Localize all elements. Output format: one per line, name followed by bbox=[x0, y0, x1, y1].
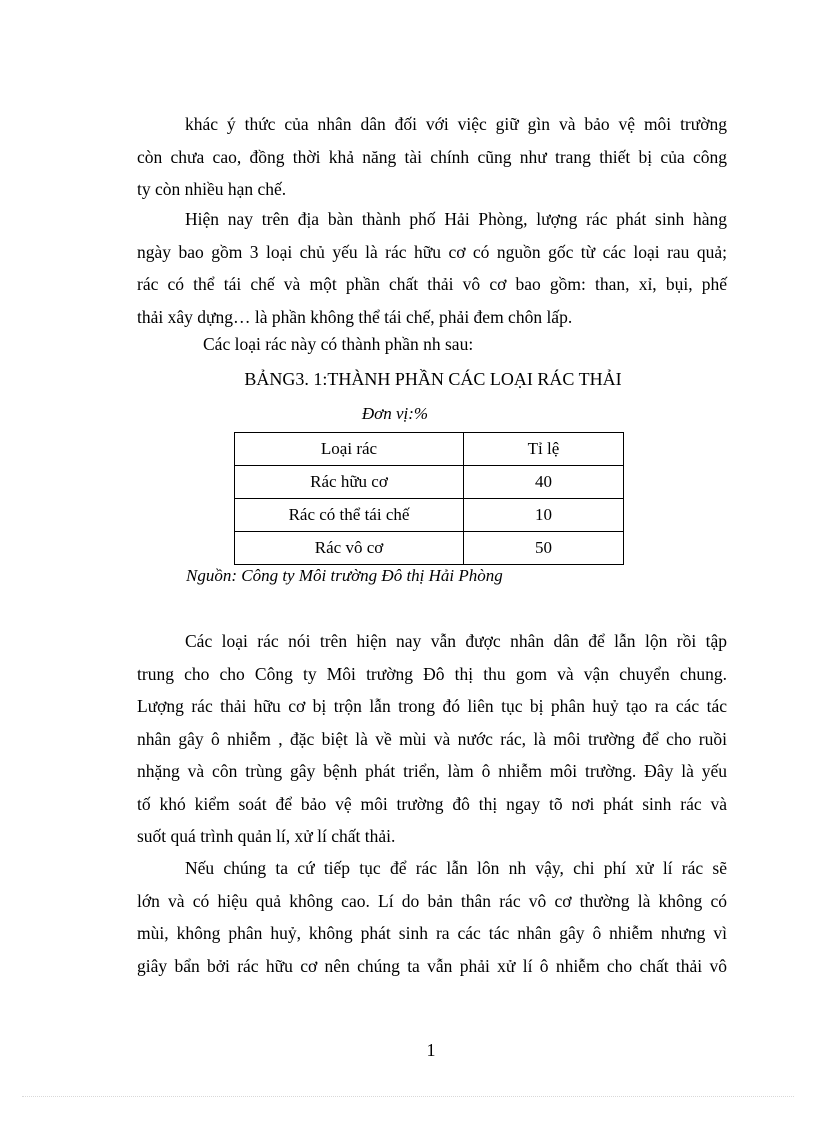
text-line: ty còn nhiều hạn chế. bbox=[137, 179, 287, 199]
table-header-cell: Loại rác bbox=[235, 433, 464, 466]
table-row bbox=[235, 532, 624, 565]
table-header-cell: Tỉ lệ bbox=[464, 433, 624, 466]
table-cell: 40 bbox=[464, 466, 624, 499]
table-cell: 50 bbox=[464, 532, 624, 565]
table-row bbox=[235, 499, 624, 532]
paragraph-4 bbox=[137, 852, 727, 982]
text-line: Nếu chúng ta cứ tiếp tục để rác lẫn lôn nh vậy, chi phí xử lí rác sẽ bbox=[185, 858, 727, 878]
text-line: Lượng rác thải hữu cơ bị trộn lẫn trong đó liên tục bị phân huỷ tạo ra các tác bbox=[137, 696, 727, 716]
paragraph-3 bbox=[137, 625, 727, 853]
page-number: 1 bbox=[426, 1040, 436, 1060]
table-intro-text: Các loại rác này có thành phần nh sau: bbox=[203, 334, 474, 354]
text-line: thải xây dựng… là phần không thể tái chế, phải đem chôn lấp. bbox=[137, 306, 573, 327]
waste-composition-table bbox=[234, 432, 624, 565]
table-cell: Rác có thể tái chế bbox=[235, 499, 464, 532]
table-caption: BẢNG3. 1:THÀNH PHẦN CÁC LOẠI RÁC THẢI bbox=[244, 369, 622, 389]
text-line: nhặng và côn trùng gây bệnh phát triển, làm ô nhiễm môi trường. Đây là yếu bbox=[137, 761, 727, 781]
text-line: suốt quá trình quản lí, xử lí chất thải. bbox=[137, 826, 396, 846]
text-line: lớn và có hiệu quả không cao. Lí do bản thân rác vô cơ thường là không có bbox=[137, 890, 727, 911]
table-unit: Đơn vị:% bbox=[361, 404, 429, 423]
table-source-note: Nguồn: Công ty Môi trường Đô thị Hải Phòng bbox=[186, 566, 503, 585]
text-line: khác ý thức của nhân dân đối với việc giữ gìn và bảo vệ môi trường bbox=[185, 114, 727, 134]
paragraph-2 bbox=[137, 203, 727, 333]
table-row bbox=[235, 466, 624, 499]
table-header-row bbox=[235, 433, 624, 466]
table-cell: Rác hữu cơ bbox=[235, 466, 464, 499]
text-line: tố khó kiểm soát để bảo vệ môi trường đô thị ngay tõ nơi phát sinh rác và bbox=[137, 793, 727, 814]
text-line: còn chưa cao, đồng thời khả năng tài chính cũng như trang thiết bị của công bbox=[137, 146, 727, 167]
text-line: rác có thể tái chế và một phần chất thải vô cơ bao gồm: than, xỉ, bụi, phế bbox=[137, 274, 727, 294]
table-cell: 10 bbox=[464, 499, 624, 532]
text-line: trung cho cho Công ty Môi trường Đô thị thu gom và vận chuyển chung. bbox=[137, 663, 727, 684]
text-line: giây bẩn bởi rác hữu cơ nên chúng ta vẫn phải xử lí ô nhiễm cho chất thải vô bbox=[137, 955, 727, 976]
text-line: ngày bao gồm 3 loại chủ yếu là rác hữu cơ có nguồn gốc từ các loại rau quả; bbox=[137, 241, 727, 262]
text-line: mùi, không phân huỷ, không phát sinh ra các tác nhân gây ô nhiễm nhưng vì bbox=[137, 923, 727, 943]
table-cell: Rác vô cơ bbox=[235, 532, 464, 565]
text-line: nhân gây ô nhiễm , đặc biệt là về mùi và nước rác, là môi trường để cho ruồi bbox=[137, 728, 727, 749]
page-bottom-divider bbox=[22, 1096, 794, 1097]
paragraph-1 bbox=[137, 108, 727, 206]
text-line: Hiện nay trên địa bàn thành phố Hải Phòng, lượng rác phát sinh hàng bbox=[185, 209, 727, 229]
text-line: Các loại rác nói trên hiện nay vẫn được nhân dân để lẫn lộn rồi tập bbox=[185, 631, 727, 651]
